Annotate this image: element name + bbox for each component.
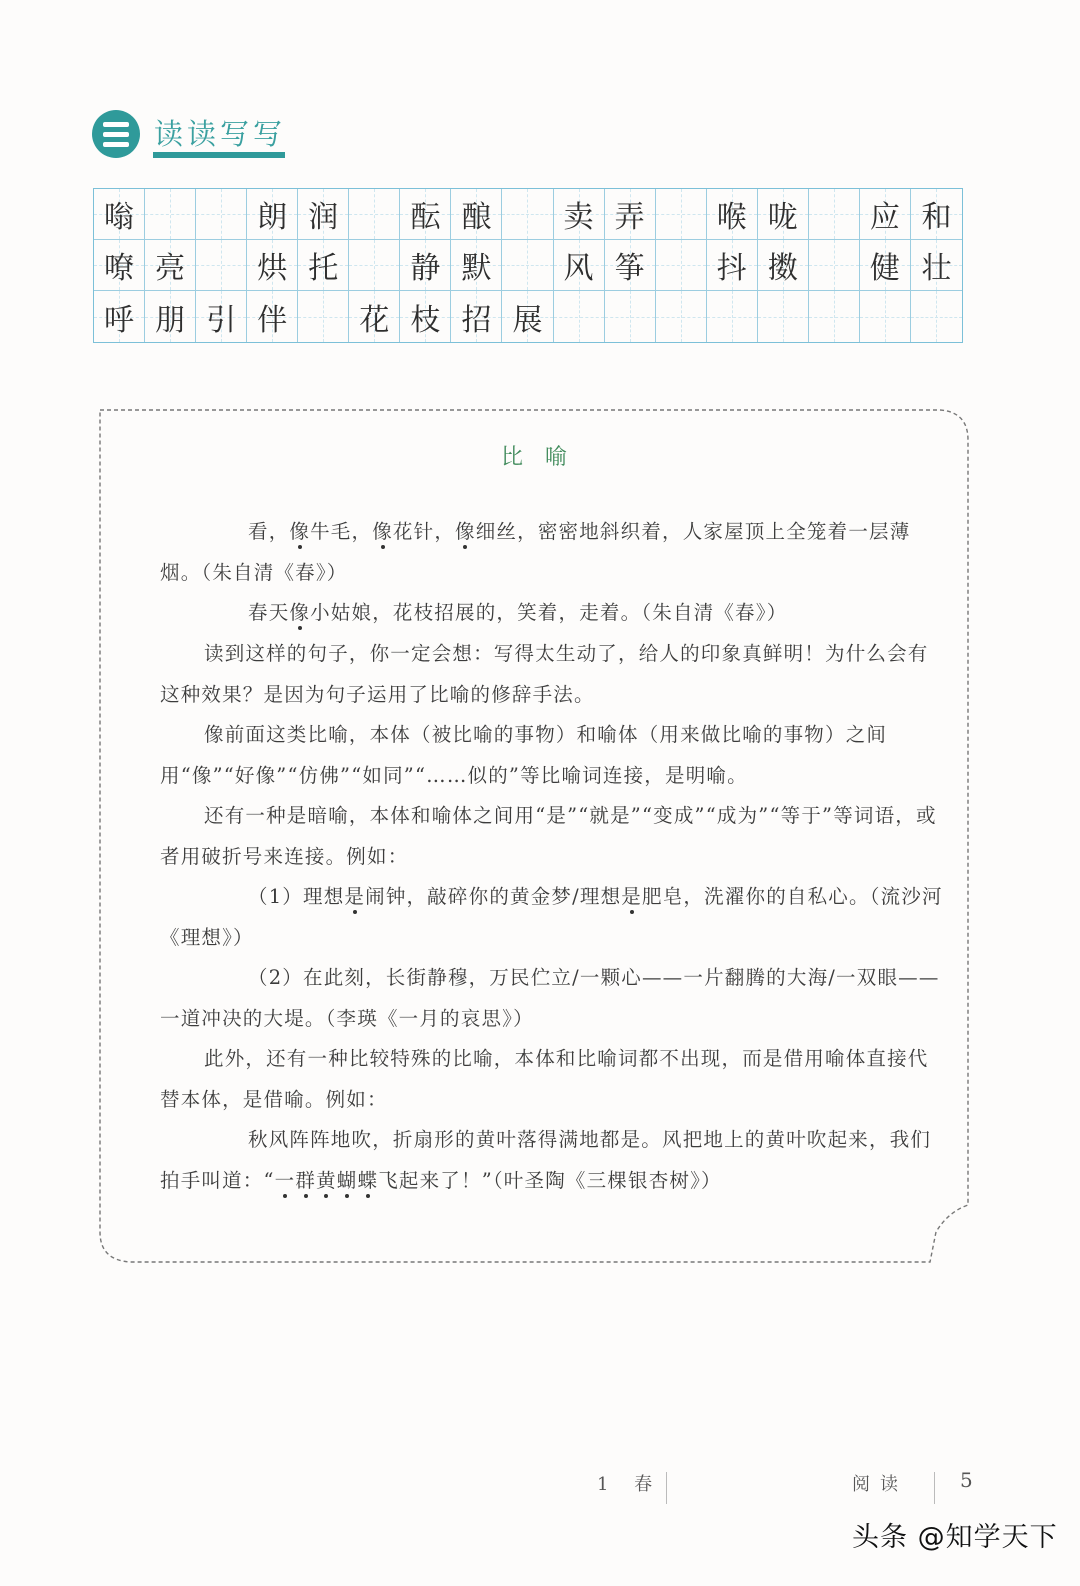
grid-character: 引 [206, 302, 237, 338]
grid-character: 嘹 [104, 251, 135, 286]
footer-divider [934, 1472, 935, 1504]
box-paragraph [160, 1120, 945, 1201]
section-title: 读读写写 [154, 117, 287, 151]
page-number: 5 [960, 1468, 973, 1492]
grid-character: 呼 [104, 302, 135, 338]
grid-character: 抖 [716, 251, 747, 286]
grid-character: 应 [869, 200, 900, 235]
text-segment: 春天 [248, 601, 290, 624]
box-paragraph [160, 958, 945, 1039]
lesson-label: 1 春 [597, 1474, 663, 1495]
emphasized-word: 像 [372, 520, 393, 543]
grid-character: 伴 [257, 302, 288, 338]
emphasized-word: 是 [344, 885, 366, 908]
text-segment: 此外，还有一种比较特殊的比喻，本体和比喻词都不出现，而是借用喻体直接代替本体，是借喻。例如： [160, 1047, 929, 1111]
emphasized-word: 黄 [316, 1168, 337, 1192]
grid-character: 朗 [257, 200, 288, 235]
emphasized-word: 群 [295, 1168, 317, 1192]
box-paragraph [160, 877, 945, 958]
grid-character: 嗡 [104, 200, 135, 235]
grid-character: 酿 [461, 200, 492, 235]
box-paragraph [160, 1039, 945, 1120]
grid-character: 枝 [410, 302, 441, 338]
text-segment: 看， [248, 520, 290, 543]
grid-character: 展 [512, 302, 543, 338]
rhetoric-box [98, 410, 970, 1262]
grid-character: 壮 [921, 251, 952, 286]
text-segment: 细丝，密密地斜织着，人家屋顶上全笼着一层薄烟。（朱自清《春》） [160, 520, 911, 584]
grid-character: 咙 [767, 200, 798, 235]
text-segment: 花针， [392, 520, 456, 543]
grid-character: 润 [308, 200, 339, 235]
grid-character: 托 [308, 251, 339, 286]
grid-character: 筝 [614, 251, 645, 286]
grid-character: 弄 [614, 200, 645, 235]
grid-character: 风 [563, 251, 594, 286]
grid-character: 酝 [410, 200, 441, 235]
grid-character: 亮 [155, 251, 186, 286]
text-segment: 还有一种是暗喻，本体和喻体之间用“是”“就是”“变成”“成为”“等于”等词语，或者用破折号来连接。例如： [160, 804, 937, 868]
text-segment: 秋风阵阵地吹，折扇形的黄叶落得满地都是。风把地上的黄叶吹起来，我们拍手叫道：“ [160, 1128, 932, 1192]
text-segment: 牛毛， [310, 520, 373, 543]
grid-character: 卖 [563, 200, 594, 235]
grid-character: 烘 [257, 251, 288, 286]
grid-character: 擞 [767, 251, 798, 286]
watermark: 头条 @知学天下 [852, 1522, 1058, 1553]
box-paragraph [160, 715, 945, 796]
box-title: 比喻 [500, 445, 589, 470]
emphasized-word: 像 [289, 520, 311, 543]
box-paragraph [160, 634, 945, 715]
grid-character: 健 [869, 251, 900, 286]
text-segment: 飞起来了！”（叶圣陶《三棵银杏树》） [378, 1168, 722, 1192]
text-segment: （1）理想 [248, 885, 345, 908]
box-paragraph [160, 593, 945, 634]
footer-divider [666, 1472, 667, 1504]
grid-character: 花 [359, 302, 390, 338]
emphasized-word: 像 [455, 520, 476, 543]
grid-character: 招 [461, 302, 492, 338]
emphasized-word: 是 [621, 885, 642, 908]
section-label: 阅读 [852, 1474, 908, 1495]
box-paragraph [160, 512, 945, 593]
grid-character: 默 [461, 251, 492, 286]
text-segment: （2）在此刻，长街静穆，万民伫立/一颗心——一片翻腾的大海/一双眼——一道冲决的大堤。（李瑛《一月的哀思》） [160, 966, 940, 1030]
grid-character: 和 [921, 200, 952, 235]
text-segment: 闹钟，敲碎你的黄金梦/理想 [365, 885, 622, 908]
grid-character: 静 [410, 251, 441, 286]
text-segment: 读到这样的句子，你一定会想：写得太生动了，给人的印象真鲜明！为什么会有这种效果？是因为句子运用了比喻的修辞手法。 [160, 642, 929, 706]
text-segment: 肥皂，洗濯你的自私心。（流沙河《理想》） [160, 885, 943, 949]
emphasized-word: 像 [289, 601, 311, 624]
grid-character: 喉 [716, 200, 747, 235]
text-segment: 小姑娘，花枝招展的，笑着，走着。（朱自清《春》） [310, 601, 788, 624]
grid-character: 朋 [155, 302, 186, 338]
emphasized-word: 一 [274, 1168, 296, 1192]
emphasized-word: 蝶 [357, 1168, 379, 1192]
box-paragraph [160, 796, 945, 877]
text-segment: 像前面这类比喻，本体（被比喻的事物）和喻体（用来做比喻的事物）之间用“像”“好像”“仿佛”“如同”“……似的”等比喻词连接，是明喻。 [160, 723, 888, 787]
emphasized-word: 蝴 [336, 1168, 358, 1192]
